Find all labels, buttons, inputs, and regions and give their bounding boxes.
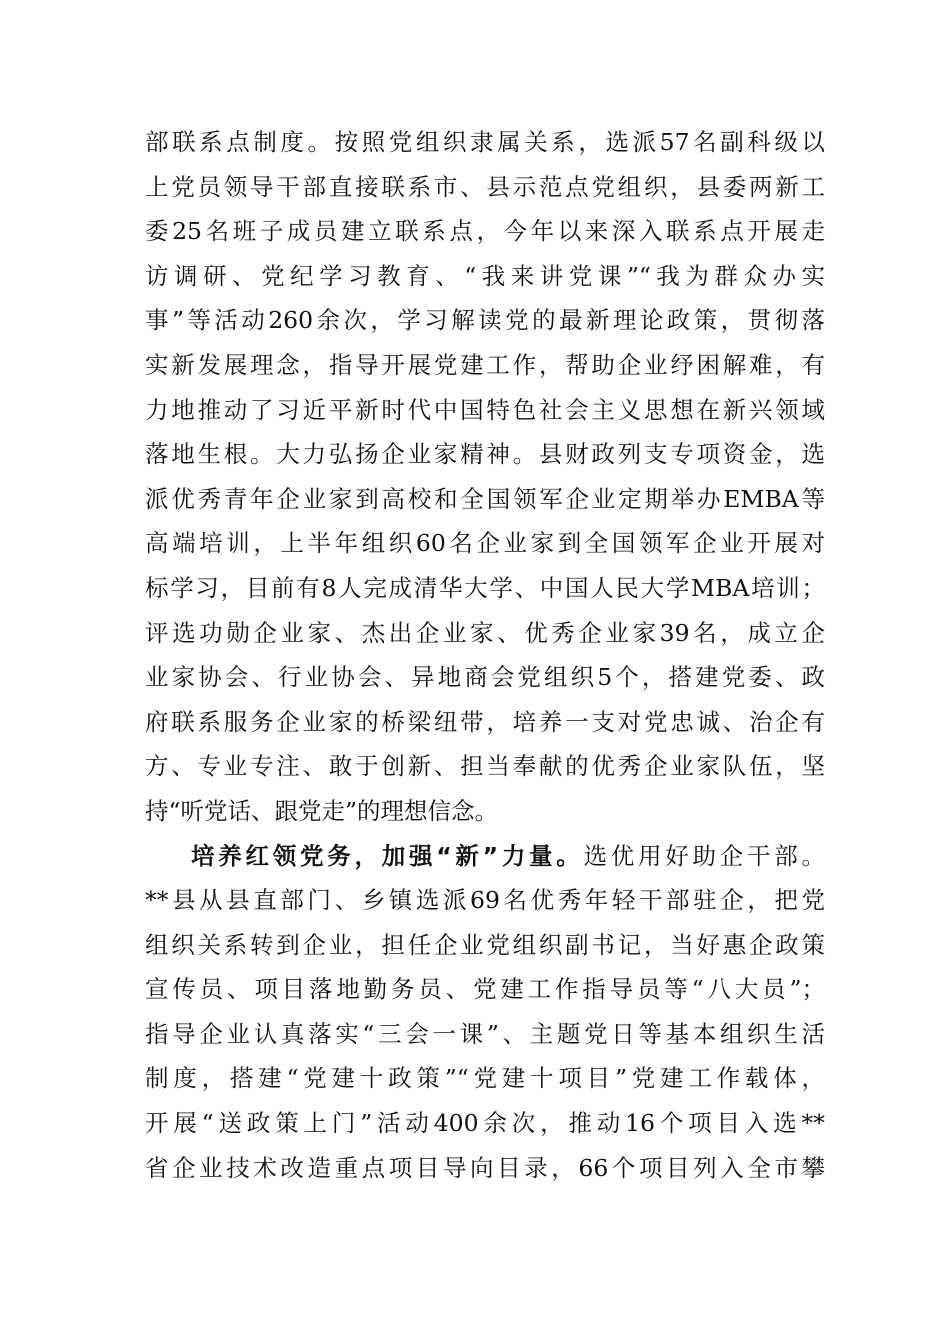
text-line: 省企业技术改造重点项目导向目录，66个项目列入全市攀 (145, 1153, 825, 1182)
text-line: **县从县直部门、乡镇选派69名优秀年轻干部驻企，把党 (145, 886, 825, 915)
text-line: 评选功勋企业家、杰出企业家、优秀企业家39名，成立企 (145, 618, 825, 647)
paragraph-entrepreneurs (145, 120, 825, 834)
text-run: 选优用好助企干部。 (583, 841, 826, 870)
text-line: 部联系点制度。按照党组织隶属关系，选派57名副科级以 (145, 128, 825, 156)
text-line: 指导企业认真落实“三会一课”、主题党日等基本组织生活 (145, 1019, 825, 1048)
text-line: 上党员领导干部直接联系市、县示范点党组织，县委两新工 (145, 172, 825, 201)
text-line: 业家协会、行业协会、异地商会党组织5个，搭建党委、政 (145, 663, 825, 692)
text-line: 方、专业专注、敢于创新、担当奉献的优秀企业家队伍，坚 (145, 752, 825, 781)
text-line: 高端培训，上半年组织60名企业家到全国领军企业开展对 (145, 529, 825, 558)
text-line: 派优秀青年企业家到高校和全国领军企业定期举办EMBA等 (145, 484, 825, 513)
text-line: 访调研、党纪学习教育、“我来讲党课”“我为群众办实 (145, 261, 825, 290)
text-line: 委25名班子成员建立联系点，今年以来深入联系点开展走 (145, 217, 825, 246)
text-line: 落地生根。大力弘扬企业家精神。县财政列支专项资金，选 (145, 440, 825, 469)
text-line: 组织关系转到企业，担任企业党组织副书记，当好惠企政策 (145, 930, 825, 959)
text-line: 力地推动了习近平新时代中国特色社会主义思想在新兴领域 (145, 395, 825, 424)
text-line: 持“听党话、跟党走”的理想信念。 (145, 796, 499, 825)
text-line-first (145, 834, 825, 879)
text-line: 宣传员、项目落地勤务员、党建工作指导员等“八大员”； (145, 975, 825, 1004)
text-line: 实新发展理念，指导开展党建工作，帮助企业纾困解难，有 (145, 350, 825, 379)
text-line: 制度，搭建“党建十政策”“党建十项目”党建工作载体， (145, 1064, 825, 1093)
text-line: 开展“送政策上门”活动400余次，推动16个项目入选** (145, 1109, 825, 1138)
text-line: 事”等活动260余次，学习解读党的最新理论政策，贯彻落 (145, 306, 825, 335)
document-body (145, 120, 825, 1190)
paragraph-red-leaders (145, 834, 825, 1191)
text-line: 府联系服务企业家的桥梁纽带，培养一支对党忠诚、治企有 (145, 707, 825, 736)
text-line: 标学习，目前有8人完成清华大学、中国人民大学MBA培训； (145, 573, 825, 602)
section-lead-heading: 培养红领党务，加强“新”力量。 (191, 841, 584, 870)
